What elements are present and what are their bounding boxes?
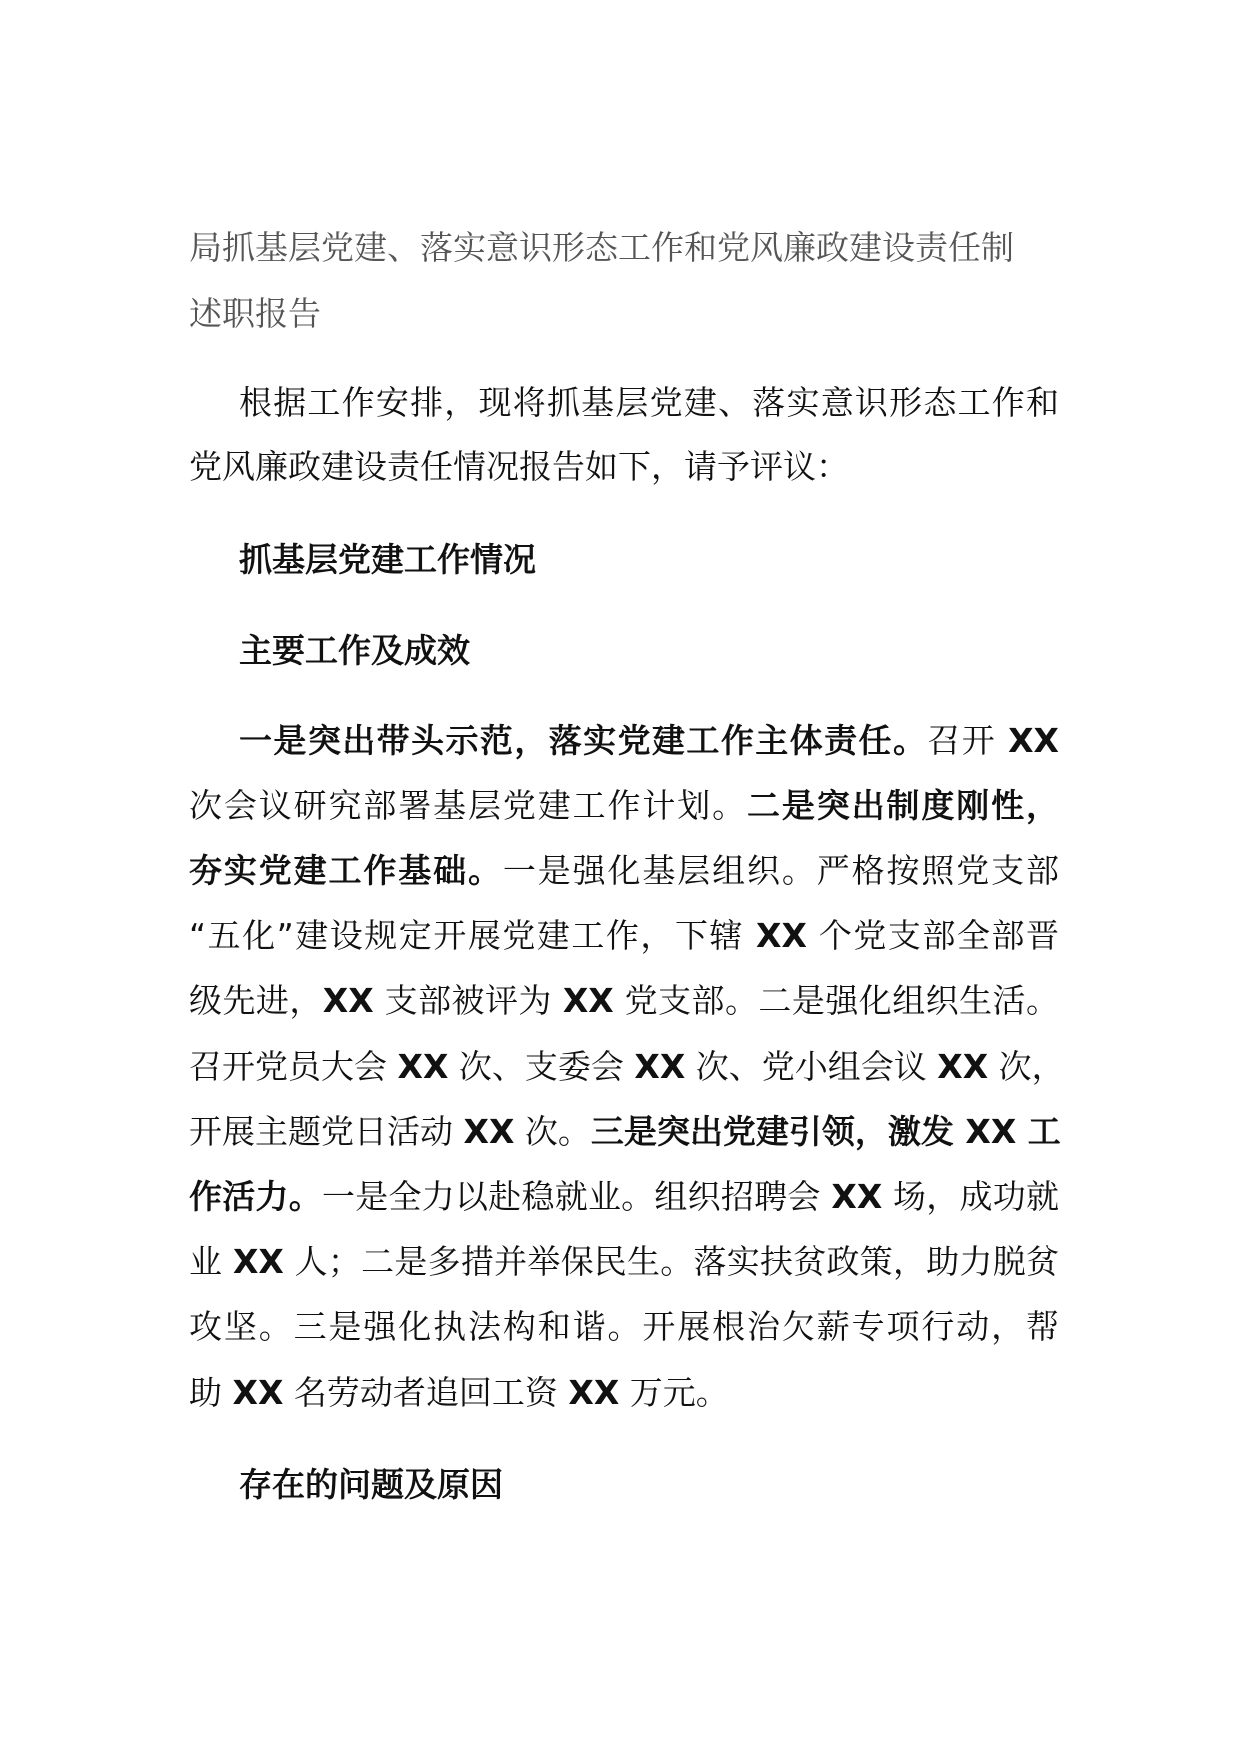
bold-text: 作活力。 [189,1177,322,1216]
subsection-heading [239,618,1059,683]
text: 次。 [514,1112,591,1151]
text: 业 [189,1242,233,1281]
text: 局抓基层党建、落实意识形态工作和党风廉政建设责任制 [189,228,1014,267]
bold-text: XX [322,981,374,1020]
bold-text: XX [463,1112,515,1151]
bold-text: XX [397,1047,449,1086]
text: 一是全力以赴稳就业。组织招聘会 [321,1177,832,1216]
bold-text: 一是突出带头示范，落实党建工作主体责任。 [239,721,928,760]
body-paragraph-line [189,903,1059,968]
text: 党风廉政建设责任情况报告如下，请予评议： [189,447,849,486]
bold-text: XX [937,1047,989,1086]
body-paragraph-line [189,1294,1059,1359]
text: 支部被评为 [373,981,563,1020]
text: 根据工作安排，现将抓基层党建、落实意识形态工作和 [239,383,1059,422]
body-paragraph-line [189,1229,1059,1294]
bold-text: 存在的问题及原因 [239,1465,503,1504]
intro-paragraph-line [239,370,1059,435]
bold-text: XX [634,1047,686,1086]
text: 召开 [927,721,1009,760]
text: 人；二是多措并举保民生。落实扶贫政策，助力脱贫 [283,1242,1059,1281]
document-title-line [189,215,1059,280]
text: 党支部。二是强化组织生活。 [613,981,1060,1020]
text: 次、支委会 [448,1047,635,1086]
bold-text: XX [568,1373,620,1412]
text: 名劳动者追回工资 [283,1373,569,1412]
text: 开展主题党日活动 [189,1112,464,1151]
bold-text: XX [562,981,614,1020]
subsection-heading [239,1452,1059,1517]
body-paragraph-line [189,968,1059,1033]
body-paragraph-line [189,1164,1059,1229]
bold-text: XX [1008,721,1059,760]
section-heading [239,527,1059,592]
bold-text: XX [756,916,807,955]
bold-text: 三是突出党建引领，激发 XX 工 [590,1112,1061,1151]
body-paragraph-line [189,773,1059,838]
body-paragraph-line [189,1360,1059,1425]
text: 助 [189,1373,233,1412]
text: 次， [988,1047,1065,1086]
text: 次会议研究部署基层党建工作计划。 [189,786,747,825]
bold-text: 主要工作及成效 [239,631,470,670]
text: 攻坚。三是强化执法构和谐。开展根治欠薪专项行动，帮 [189,1307,1059,1346]
intro-paragraph-line [189,434,1059,499]
text: 召开党员大会 [189,1047,398,1086]
text: 万元。 [619,1373,729,1412]
text: “五化”建设规定开展党建工作，下辖 [189,916,756,955]
text: 个党支部全部晋 [806,916,1059,955]
body-paragraph-line [239,708,1059,773]
document-title-line [189,281,1059,346]
body-paragraph-line [189,1099,1059,1164]
text: 场，成功就 [882,1177,1059,1216]
text: 级先进， [189,981,323,1020]
text: 一是强化基层组织。严格按照党支部 [502,851,1059,890]
bold-text: XX [831,1177,883,1216]
bold-text: XX [232,1242,284,1281]
bold-text: 夯实党建工作基础。 [189,851,503,890]
bold-text: 抓基层党建工作情况 [239,540,536,579]
body-paragraph-line [189,838,1059,903]
text: 述职报告 [189,294,321,333]
bold-text: 二是突出制度刚性， [747,786,1059,825]
body-paragraph-line [189,1034,1065,1099]
bold-text: XX [232,1373,284,1412]
text: 次、党小组会议 [685,1047,938,1086]
